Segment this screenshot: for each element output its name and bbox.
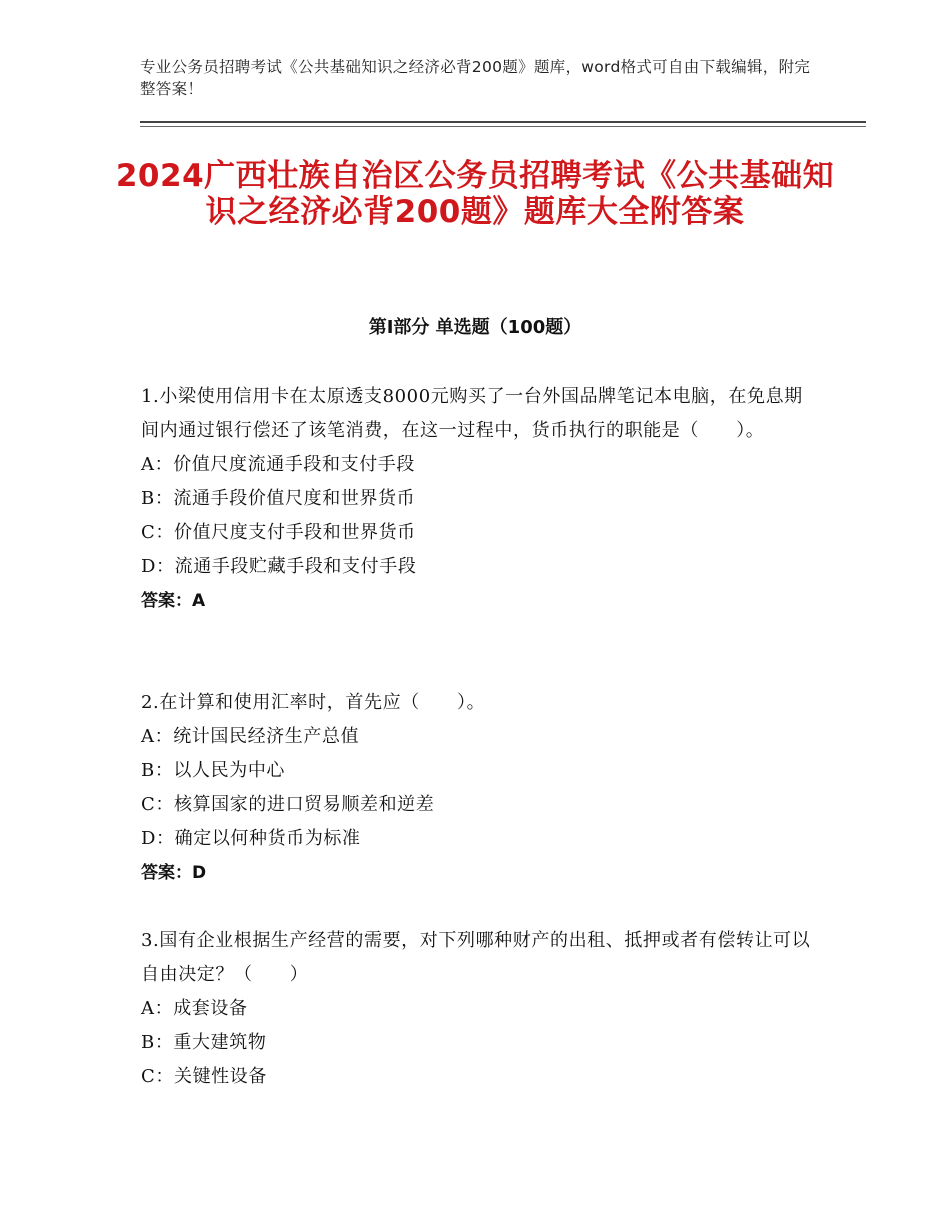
option-c: C：价值尺度支付手段和世界货币 — [141, 522, 416, 543]
header-divider-thin — [140, 126, 866, 127]
option-d: D：确定以何种货币为标准 — [141, 828, 361, 849]
header-note: 专业公务员招聘考试《公共基础知识之经济必背200题》题库，word格式可自由下载编辑，附完整答案！ — [140, 58, 811, 98]
question-1 — [141, 380, 821, 618]
header-divider-thick — [140, 121, 866, 123]
answer: 答案：A — [141, 591, 206, 611]
option-b: B：以人民为中心 — [141, 760, 286, 781]
question-3 — [141, 924, 821, 1094]
option-b: B：流通手段价值尺度和世界货币 — [141, 488, 416, 509]
question-stem: 3.国有企业根据生产经营的需要，对下列哪种财产的出租、抵押或者有偿转让可以自由决定？（ ） — [141, 930, 811, 985]
option-c: C：核算国家的进口贸易顺差和逆差 — [141, 794, 435, 815]
option-c: C：关键性设备 — [141, 1066, 267, 1087]
question-stem: 2.在计算和使用汇率时，首先应（ ）。 — [141, 692, 486, 713]
option-a: A：价值尺度流通手段和支付手段 — [141, 454, 415, 475]
question-2 — [141, 686, 821, 890]
question-stem: 1.小梁使用信用卡在太原透支8000元购买了一台外国品牌笔记本电脑，在免息期间内通过银行偿还了该笔消费，在这一过程中，货币执行的职能是（ ）。 — [141, 386, 803, 441]
section-title: 第Ⅰ部分 单选题（100题） — [368, 317, 582, 338]
option-d: D：流通手段贮藏手段和支付手段 — [141, 556, 417, 577]
document-title: 2024广西壮族自治区公务员招聘考试《公共基础知识之经济必背200题》题库大全附答案 — [115, 158, 835, 230]
option-a: A：成套设备 — [141, 998, 248, 1019]
option-a: A：统计国民经济生产总值 — [141, 726, 360, 747]
answer: 答案：D — [141, 863, 207, 883]
option-b: B：重大建筑物 — [141, 1032, 267, 1053]
